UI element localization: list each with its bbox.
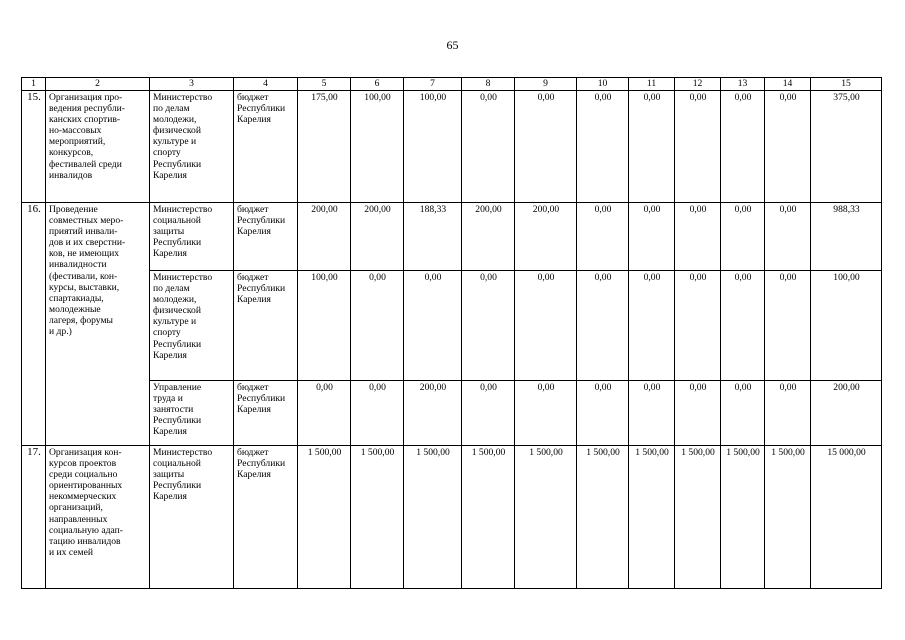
amount-col-10: 0,00 <box>577 91 629 203</box>
activity-name: Проведение совместных меро- приятий инвали- дов и их сверстни- ков, не имеющих инвалидности (фестивали, кон- курсы, выставки, спартакиады, молодежные лагеря, форумы и др.) <box>46 203 150 446</box>
column-header-9: 9 <box>515 78 577 91</box>
amount-col-11: 0,00 <box>629 91 675 203</box>
column-header-8: 8 <box>462 78 515 91</box>
amount-col-7: 0,00 <box>404 271 462 381</box>
amount-col-10: 0,00 <box>577 381 629 446</box>
amount-col-12: 0,00 <box>675 91 721 203</box>
amount-col-15: 200,00 <box>811 381 882 446</box>
activity-name: Организация кон- курсов проектов среди социально ориентированных некоммерческих организаций, направленных социальную адап- тацию инвалидов и их семей <box>46 446 150 589</box>
amount-col-6: 0,00 <box>351 271 404 381</box>
amount-col-7: 200,00 <box>404 381 462 446</box>
executor: Министерство по делам молодежи, физической культуре и спорту Республики Карелия <box>150 91 234 203</box>
column-header-2: 2 <box>46 78 150 91</box>
amount-col-10: 0,00 <box>577 203 629 271</box>
amount-col-6: 0,00 <box>351 381 404 446</box>
amount-col-15: 100,00 <box>811 271 882 381</box>
amount-col-7: 100,00 <box>404 91 462 203</box>
amount-col-9: 0,00 <box>515 271 577 381</box>
amount-col-8: 0,00 <box>462 91 515 203</box>
executor: Министерство социальной защиты Республики Карелия <box>150 203 234 271</box>
amount-col-5: 0,00 <box>298 381 351 446</box>
column-header-7: 7 <box>404 78 462 91</box>
row-number: 17. <box>22 446 46 589</box>
column-header-14: 14 <box>765 78 811 91</box>
amount-col-8: 200,00 <box>462 203 515 271</box>
amount-col-12: 0,00 <box>675 203 721 271</box>
column-header-10: 10 <box>577 78 629 91</box>
amount-col-14: 1 500,00 <box>765 446 811 589</box>
activity-name: Организация про- ведения республи- канских спортив- но-массовых мероприятий, конкурсов, фестивалей среди инвалидов <box>46 91 150 203</box>
header-row <box>22 78 882 91</box>
column-header-4: 4 <box>234 78 298 91</box>
column-header-1: 1 <box>22 78 46 91</box>
amount-col-5: 200,00 <box>298 203 351 271</box>
amount-col-9: 200,00 <box>515 203 577 271</box>
column-header-13: 13 <box>721 78 765 91</box>
column-header-5: 5 <box>298 78 351 91</box>
page-number: 65 <box>446 38 459 52</box>
budget-table <box>21 77 882 589</box>
amount-col-12: 0,00 <box>675 381 721 446</box>
funding-source: бюджет Республики Карелия <box>234 381 298 446</box>
table-row <box>22 91 882 203</box>
amount-col-5: 1 500,00 <box>298 446 351 589</box>
executor: Управление труда и занятости Республики Карелия <box>150 381 234 446</box>
amount-col-12: 0,00 <box>675 271 721 381</box>
funding-source: бюджет Республики Карелия <box>234 446 298 589</box>
column-header-3: 3 <box>150 78 234 91</box>
amount-col-10: 0,00 <box>577 271 629 381</box>
amount-col-13: 0,00 <box>721 271 765 381</box>
column-header-12: 12 <box>675 78 721 91</box>
amount-col-14: 0,00 <box>765 91 811 203</box>
amount-col-14: 0,00 <box>765 271 811 381</box>
amount-col-7: 188,33 <box>404 203 462 271</box>
table-body <box>22 91 882 589</box>
amount-col-11: 1 500,00 <box>629 446 675 589</box>
amount-col-12: 1 500,00 <box>675 446 721 589</box>
table-row <box>22 446 882 589</box>
amount-col-13: 0,00 <box>721 203 765 271</box>
amount-col-9: 0,00 <box>515 91 577 203</box>
amount-col-10: 1 500,00 <box>577 446 629 589</box>
column-header-11: 11 <box>629 78 675 91</box>
amount-col-11: 0,00 <box>629 381 675 446</box>
amount-col-5: 175,00 <box>298 91 351 203</box>
column-header-15: 15 <box>811 78 882 91</box>
amount-col-7: 1 500,00 <box>404 446 462 589</box>
amount-col-6: 200,00 <box>351 203 404 271</box>
amount-col-14: 0,00 <box>765 381 811 446</box>
executor: Министерство по делам молодежи, физической культуре и спорту Республики Карелия <box>150 271 234 381</box>
amount-col-15: 375,00 <box>811 91 882 203</box>
amount-col-6: 100,00 <box>351 91 404 203</box>
amount-col-13: 1 500,00 <box>721 446 765 589</box>
amount-col-11: 0,00 <box>629 203 675 271</box>
amount-col-13: 0,00 <box>721 91 765 203</box>
table-row <box>22 381 882 446</box>
amount-col-11: 0,00 <box>629 271 675 381</box>
amount-col-14: 0,00 <box>765 203 811 271</box>
table-row <box>22 271 882 381</box>
amount-col-6: 1 500,00 <box>351 446 404 589</box>
amount-col-9: 1 500,00 <box>515 446 577 589</box>
amount-col-8: 0,00 <box>462 381 515 446</box>
amount-col-15: 988,33 <box>811 203 882 271</box>
funding-source: бюджет Республики Карелия <box>234 91 298 203</box>
amount-col-9: 0,00 <box>515 381 577 446</box>
table-row <box>22 203 882 271</box>
column-header-6: 6 <box>351 78 404 91</box>
amount-col-8: 0,00 <box>462 271 515 381</box>
funding-source: бюджет Республики Карелия <box>234 271 298 381</box>
row-number: 16. <box>22 203 46 446</box>
amount-col-5: 100,00 <box>298 271 351 381</box>
row-number: 15. <box>22 91 46 203</box>
amount-col-8: 1 500,00 <box>462 446 515 589</box>
funding-source: бюджет Республики Карелия <box>234 203 298 271</box>
executor: Министерство социальной защиты Республики Карелия <box>150 446 234 589</box>
amount-col-15: 15 000,00 <box>811 446 882 589</box>
amount-col-13: 0,00 <box>721 381 765 446</box>
